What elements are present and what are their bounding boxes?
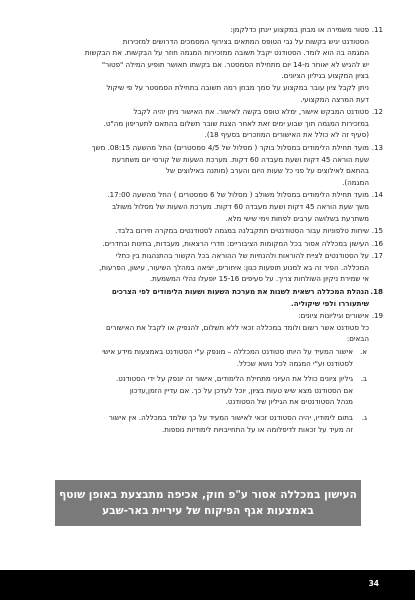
item-text-line: פטור משמירה או מבחן במקצוע יינתן כדלקמן: (230, 25, 369, 34)
item-text-line: הבאים: (346, 334, 369, 344)
sub-item-letter: א. (360, 347, 367, 357)
sub-item-text-line: זה מעיד על זכאות לדיפלומה או על התחייבויות לימודיות נוספות. (161, 424, 353, 434)
sub-item-text-line: גיליון ציונים כולל את העיוני מתחילת הלימודים, אישור זה יונפק על ידי הסטודנט. (116, 374, 353, 384)
sub-list-item (30, 412, 383, 435)
page-footer (0, 570, 415, 600)
item-text-line: דעת המרצה המקצועי. (300, 94, 369, 104)
item-text-line: משתרעת בשלושה ערבים לפחות וימי שישי מלא. (225, 213, 369, 223)
item-text-line: מועד תחילת הלימודים במסלול משולב ( מסלול של 6 סמסטרים ) החל מהשעה 17:00. (107, 190, 369, 200)
item-number: .16 (371, 238, 383, 248)
page-number: 34 (368, 579, 379, 588)
item-text-line: (סעיף זה לא כולל את האישורים המוזכרים בסעיף 18). (204, 130, 369, 140)
item-text-line: סטודנט המבקש אישור, ימלא טופס בקשה לאישור. את האישור ניתן יהיה לקבל (133, 107, 369, 117)
item-number: .11 (371, 25, 383, 34)
item-text-line: ניתן לקבל ציון עובר במקצוע על סמך מבחן רמה תשובה בתחילת הסמסטר על פי שיקול (106, 82, 369, 92)
item-text-line: בהתאם לאילוצים על פני כל שעות היום והערב (מותנה באילוצים של (166, 166, 369, 176)
item-number: .14 (371, 190, 383, 200)
item-text-line: במזכירות המגמה תוך שבוע ימים זאת לאחר הצגת שובר תשלום בהתאם לתעריפון מה"ט. (103, 118, 369, 128)
item-number: .19 (371, 311, 383, 321)
item-text-line: על הסטודנטים לציית להוראות ולהנחיות של ההוראה בכל הקשור בהתנהגות בין כתלי (115, 251, 369, 261)
item-text-line: שיתעוררו ולפי שיקוליה. (291, 298, 369, 308)
item-text-line: יש להגיש לא יאוחר מ-14 יום מתחילת הסמסטר. אם בקשתו תאושר תופיע המילה "פטור" (101, 59, 369, 69)
item-text-line: כל סטודנט אשר רשום ולומד במכללה זכאי ללא תשלום, להנפיק או לקבל את האישורים (106, 322, 369, 332)
smoking-notice-banner (55, 480, 361, 526)
sub-item-text-line: לסטודנט וע"י המגמה לכל נושא שכלל. (236, 358, 353, 368)
sub-item-text-line: מנהל הסטודנטים את הגיליון של הסטודנט. (225, 397, 353, 407)
item-text-line: בציון המקצוע בגיליון הציונים. (281, 71, 369, 81)
list-item (30, 310, 383, 345)
item-number: .17 (371, 251, 383, 261)
list-item (30, 250, 383, 285)
sub-item-letter: ג. (361, 413, 367, 422)
list-item (30, 106, 383, 141)
sub-item-letter: ב. (360, 374, 367, 384)
item-text-line: מועד תחילת הלימודים במסלול בוקר ( מסלול של 4/5 סמסטרים) החל מהשעה 08:15. משך (91, 142, 369, 152)
item-number: .13 (371, 142, 383, 152)
item-number: .12 (371, 107, 383, 117)
item-text-line: משך שעת הוראה 45 דקות ושעת מעבדה 60 דקות. מערכת השעות של מסלול משולב (111, 201, 369, 211)
item-text-line: המגמה). (342, 177, 369, 187)
banner-line-1: העישון במכללה אסור ע"פ חוק, אכיפה מתבצעת באופן שוטף (59, 489, 357, 501)
item-text-line: העישון במכללה אסור בכל המקומות הציבוריים: חדרי הרצאות, מעבדות, בחינות ובחדרים. (102, 238, 369, 248)
item-text-line: המגמה בה הוא לומד. הסטודנט יקבל תשובה ממזכירות המגמה חוזר על הבקשות. את הבקשות (84, 48, 369, 58)
banner-line-2: באמצעות אגף הפיקוח של עיריית באר-שבע (102, 505, 314, 517)
sub-item-text-line: בתום לימודיו, יהיה הסטודנט זכאי לאישור המעיד על כך שלמד במכללה. אין אישור (108, 413, 353, 422)
sub-list-item (30, 373, 383, 408)
item-text-line: אישורים וגיליונות ציונים: (298, 311, 369, 321)
list-item (30, 189, 383, 224)
item-text-line: הסטודנט יגיש בקשות על גבי הטופס המתאים בצירוף המסמכים הדרושים למזכירות (122, 36, 369, 46)
item-number: .18 (370, 287, 383, 297)
list-item (30, 225, 383, 237)
list-item (30, 238, 383, 250)
item-text-line: הנהלת המכללה רשאית לשנות את מערכת השעות ושעות הלימודים לפי הצרכים (111, 287, 369, 297)
sub-list-item (30, 346, 383, 369)
item-text-line: אי שמירת ניקיון השולחות צריך. על סעיפים 15-16 יופעלו נהלי המשמעת. (149, 274, 369, 284)
list-item (30, 24, 383, 105)
sub-item-text-line: אם הסטודנט מצא שיש טעות בציון, יוכל לעדכן על כך. אם עדיין הזמן,עדכון (129, 385, 353, 395)
list-item (30, 142, 383, 188)
item-text-line: שיחות טלפוניות עבור הסטודנטים תתקבלנה במגמה לסטודנטים במקרה חירום בלבד. (115, 226, 369, 236)
regulations-list (30, 24, 383, 439)
item-text-line: המכללה. הפיר זה בא למנוע תופעות כגון: איחורים, יציאה במהלך השיעור, עישון, הפרעות, (99, 262, 369, 272)
item-text-line: שעת הוראה 45 דקות ושעת מעבדה 60 דקות. מערכת השעות של קורסי יום משתרעת (111, 154, 369, 164)
item-number: .15 (371, 226, 383, 236)
list-item (30, 286, 383, 309)
sub-item-text-line: אישור המעיד על היותו סטודנט המכללה – מונפק ע"י הסטודנט באמצעות מידע אישי (102, 347, 353, 357)
